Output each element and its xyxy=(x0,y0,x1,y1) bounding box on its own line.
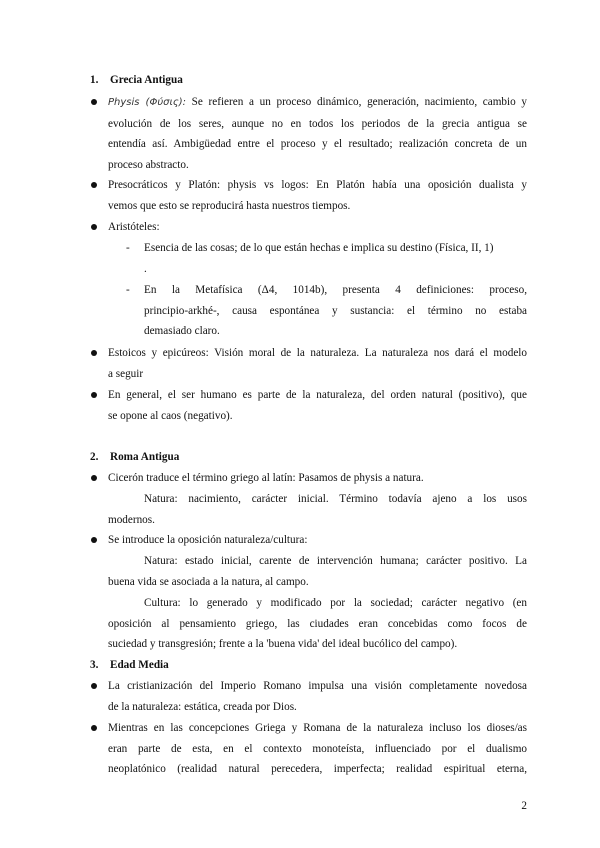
text-line: Cicerón traduce el término griego al latín: Pasamos de physis a natura. xyxy=(108,472,424,484)
text-line: vemos que esto se reproducirá hasta nuestros tiempos. xyxy=(108,199,351,212)
text-line: Aristóteles: xyxy=(108,221,160,233)
section-heading-grecia xyxy=(90,70,183,91)
text-line: entendía así. Ambigüedad entre el proceso y el resultado; realización concreta de un xyxy=(108,138,527,151)
text-line: Estoicos y epicúreos: Visión moral de la naturaleza. La naturaleza nos dará el modelo xyxy=(108,347,527,359)
text-line: buena vida se asociada a la natura, al campo. xyxy=(108,575,309,588)
section-number: 1. xyxy=(90,74,99,86)
text-line: Natura: estado inicial, carente de intervención humana; carácter positivo. La xyxy=(144,555,527,567)
text-line: proceso abstracto. xyxy=(108,158,189,171)
paragraph-natura-2 xyxy=(108,551,527,592)
sub-item-metafisica xyxy=(126,280,527,342)
list-item-ciceron xyxy=(90,468,527,489)
section-title: Grecia Antigua xyxy=(110,74,183,86)
text-line: oposición al pensamiento griego, las ciudades eran concebidas como focos de xyxy=(108,617,527,630)
text-line: principio-arkhé-, causa espontánea y sustancia: el término no estaba xyxy=(144,304,527,317)
section-number: 3. xyxy=(90,659,99,671)
list-item-oposicion xyxy=(90,530,527,551)
dash-marker: - xyxy=(126,242,130,254)
text-line: La cristianización del Imperio Romano impulsa una visión completamente novedosa xyxy=(108,680,527,692)
text-line: Natura: nacimiento, carácter inicial. Término todavía ajeno a los usos xyxy=(144,493,527,505)
text-line: Presocráticos y Platón: physis vs logos: En Platón había una oposición dualista y xyxy=(108,179,527,191)
text-line: de la naturaleza: estática, creada por Dios. xyxy=(108,700,297,713)
page-number: 2 xyxy=(521,800,527,812)
list-item-presocraticos xyxy=(90,175,527,216)
section-title: Roma Antigua xyxy=(110,451,180,463)
sub-item-esencia xyxy=(126,238,527,279)
physis-term: Physis (Φύσις): xyxy=(108,97,186,108)
text-line: a seguir xyxy=(108,367,144,380)
section-title: Edad Media xyxy=(110,659,169,671)
text-line: modernos. xyxy=(108,513,155,526)
paragraph-cultura xyxy=(108,593,527,655)
list-item-cristianizacion xyxy=(90,676,527,717)
dash-marker: - xyxy=(126,284,130,296)
text-line: eran parte de esta, en el contexto monoteísta, influenciado por el dualismo xyxy=(108,742,527,755)
list-item-estoicos xyxy=(90,343,527,384)
text-line: Mientras en las concepciones Griega y Romana de la naturaleza incluso los dioses/as xyxy=(108,722,527,734)
list-item-mientras xyxy=(90,718,527,780)
section-heading-edad-media xyxy=(90,655,169,676)
text-line: Cultura: lo generado y modificado por la sociedad; carácter negativo (en xyxy=(144,597,527,609)
text-line: se opone al caos (negativo). xyxy=(108,409,233,422)
text-line: evolución de los seres, aunque no en todos los periodos de la grecia antigua se xyxy=(108,117,527,130)
text-line: En la Metafísica (Δ4, 1014b), presenta 4 definiciones: proceso, xyxy=(144,284,527,296)
list-item-aristoteles xyxy=(90,217,527,238)
paragraph-natura-1 xyxy=(108,489,527,530)
text-line: demasiado claro. xyxy=(144,325,220,338)
text-line: . xyxy=(144,262,147,275)
text-line: Esencia de las cosas; de lo que están hechas e implica su destino (Física, II, 1) xyxy=(144,242,494,254)
text-line: neoplatónico (realidad natural perecedera, imperfecta; realidad espiritual eterna, xyxy=(108,763,527,776)
section-heading-roma xyxy=(90,447,179,468)
list-item-general xyxy=(90,385,527,426)
text-line: Se introduce la oposición naturaleza/cultura: xyxy=(108,534,308,546)
text-line: En general, el ser humano es parte de la naturaleza, del orden natural (positivo), que xyxy=(108,389,527,401)
section-number: 2. xyxy=(90,451,99,463)
text-line: suciedad y transgresión; frente a la 'buena vida' del ideal bucólico del campo). xyxy=(108,638,458,651)
text-line: Physis (Φύσις): Se refieren a un proceso dinámico, generación, nacimiento, cambio y xyxy=(108,96,527,108)
list-item-physis xyxy=(90,92,527,175)
